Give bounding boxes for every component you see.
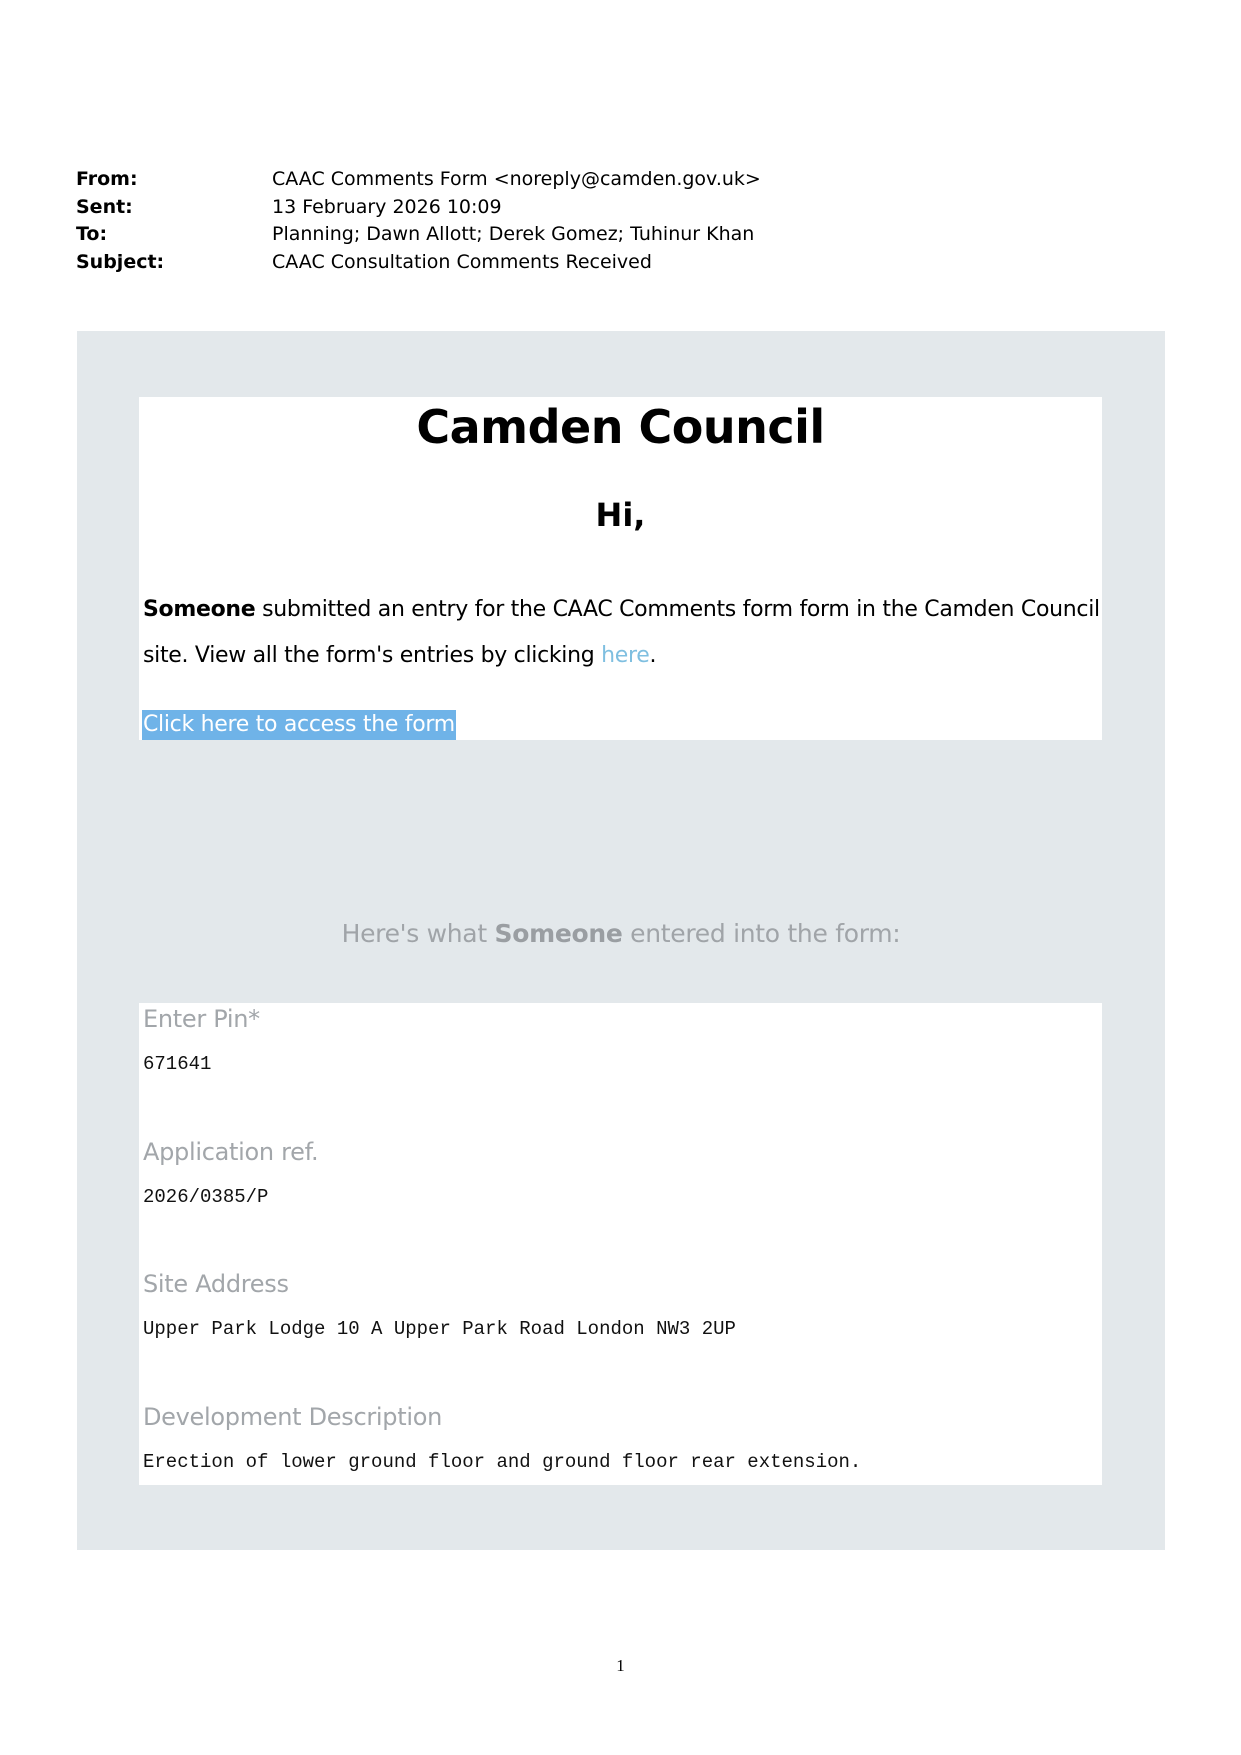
sent-label: Sent: xyxy=(76,195,133,218)
field-application-ref xyxy=(143,1136,318,1208)
subject-value: CAAC Consultation Comments Received xyxy=(272,250,652,273)
field-value: 2026/0385/P xyxy=(143,1186,269,1208)
field-label: Application ref. xyxy=(143,1138,319,1166)
intro-text: submitted an entry for the CAAC Comments form form in the Camden Council site. View all the form's entries by clicking xyxy=(143,597,1100,668)
field-development-description xyxy=(143,1401,861,1473)
to-row xyxy=(76,221,761,249)
greeting: Hi, xyxy=(595,496,646,534)
from-row xyxy=(76,166,761,194)
email-header xyxy=(76,166,761,276)
summary-name: Someone xyxy=(494,919,623,948)
submitter-name: Someone xyxy=(143,597,256,622)
field-site-address xyxy=(143,1268,736,1340)
page-number: 1 xyxy=(616,1656,625,1675)
message-card xyxy=(139,397,1102,740)
field-label: Enter Pin* xyxy=(143,1005,260,1033)
from-label: From: xyxy=(76,168,138,190)
field-value: 671641 xyxy=(143,1053,212,1075)
sent-row xyxy=(76,194,761,222)
form-entries-card xyxy=(139,1003,1102,1485)
brand-title: Camden Council xyxy=(416,400,825,454)
subject-row xyxy=(76,249,761,277)
summary-prefix: Here's what xyxy=(341,919,495,948)
intro-end: . xyxy=(649,643,657,668)
to-label: To: xyxy=(76,223,108,245)
field-enter-pin xyxy=(143,1003,260,1075)
sent-value: 13 February 2026 10:09 xyxy=(272,195,502,218)
field-value: Erection of lower ground floor and ground floor rear extension. xyxy=(143,1451,862,1473)
subject-label: Subject: xyxy=(76,250,165,273)
field-label: Site Address xyxy=(143,1270,289,1298)
access-form-link[interactable]: Click here to access the form xyxy=(142,710,456,740)
intro-paragraph xyxy=(143,587,1103,679)
email-body-panel xyxy=(77,331,1165,1550)
field-value: Upper Park Lodge 10 A Upper Park Road London NW3 2UP xyxy=(143,1318,736,1340)
from-value: CAAC Comments Form <noreply@camden.gov.uk> xyxy=(272,168,761,190)
summary-suffix: entered into the form: xyxy=(622,919,901,948)
entries-link[interactable]: here xyxy=(601,643,650,668)
field-label: Development Description xyxy=(143,1403,442,1431)
to-value: Planning; Dawn Allott; Derek Gomez; Tuhinur Khan xyxy=(272,223,755,245)
summary-heading xyxy=(77,917,1165,951)
